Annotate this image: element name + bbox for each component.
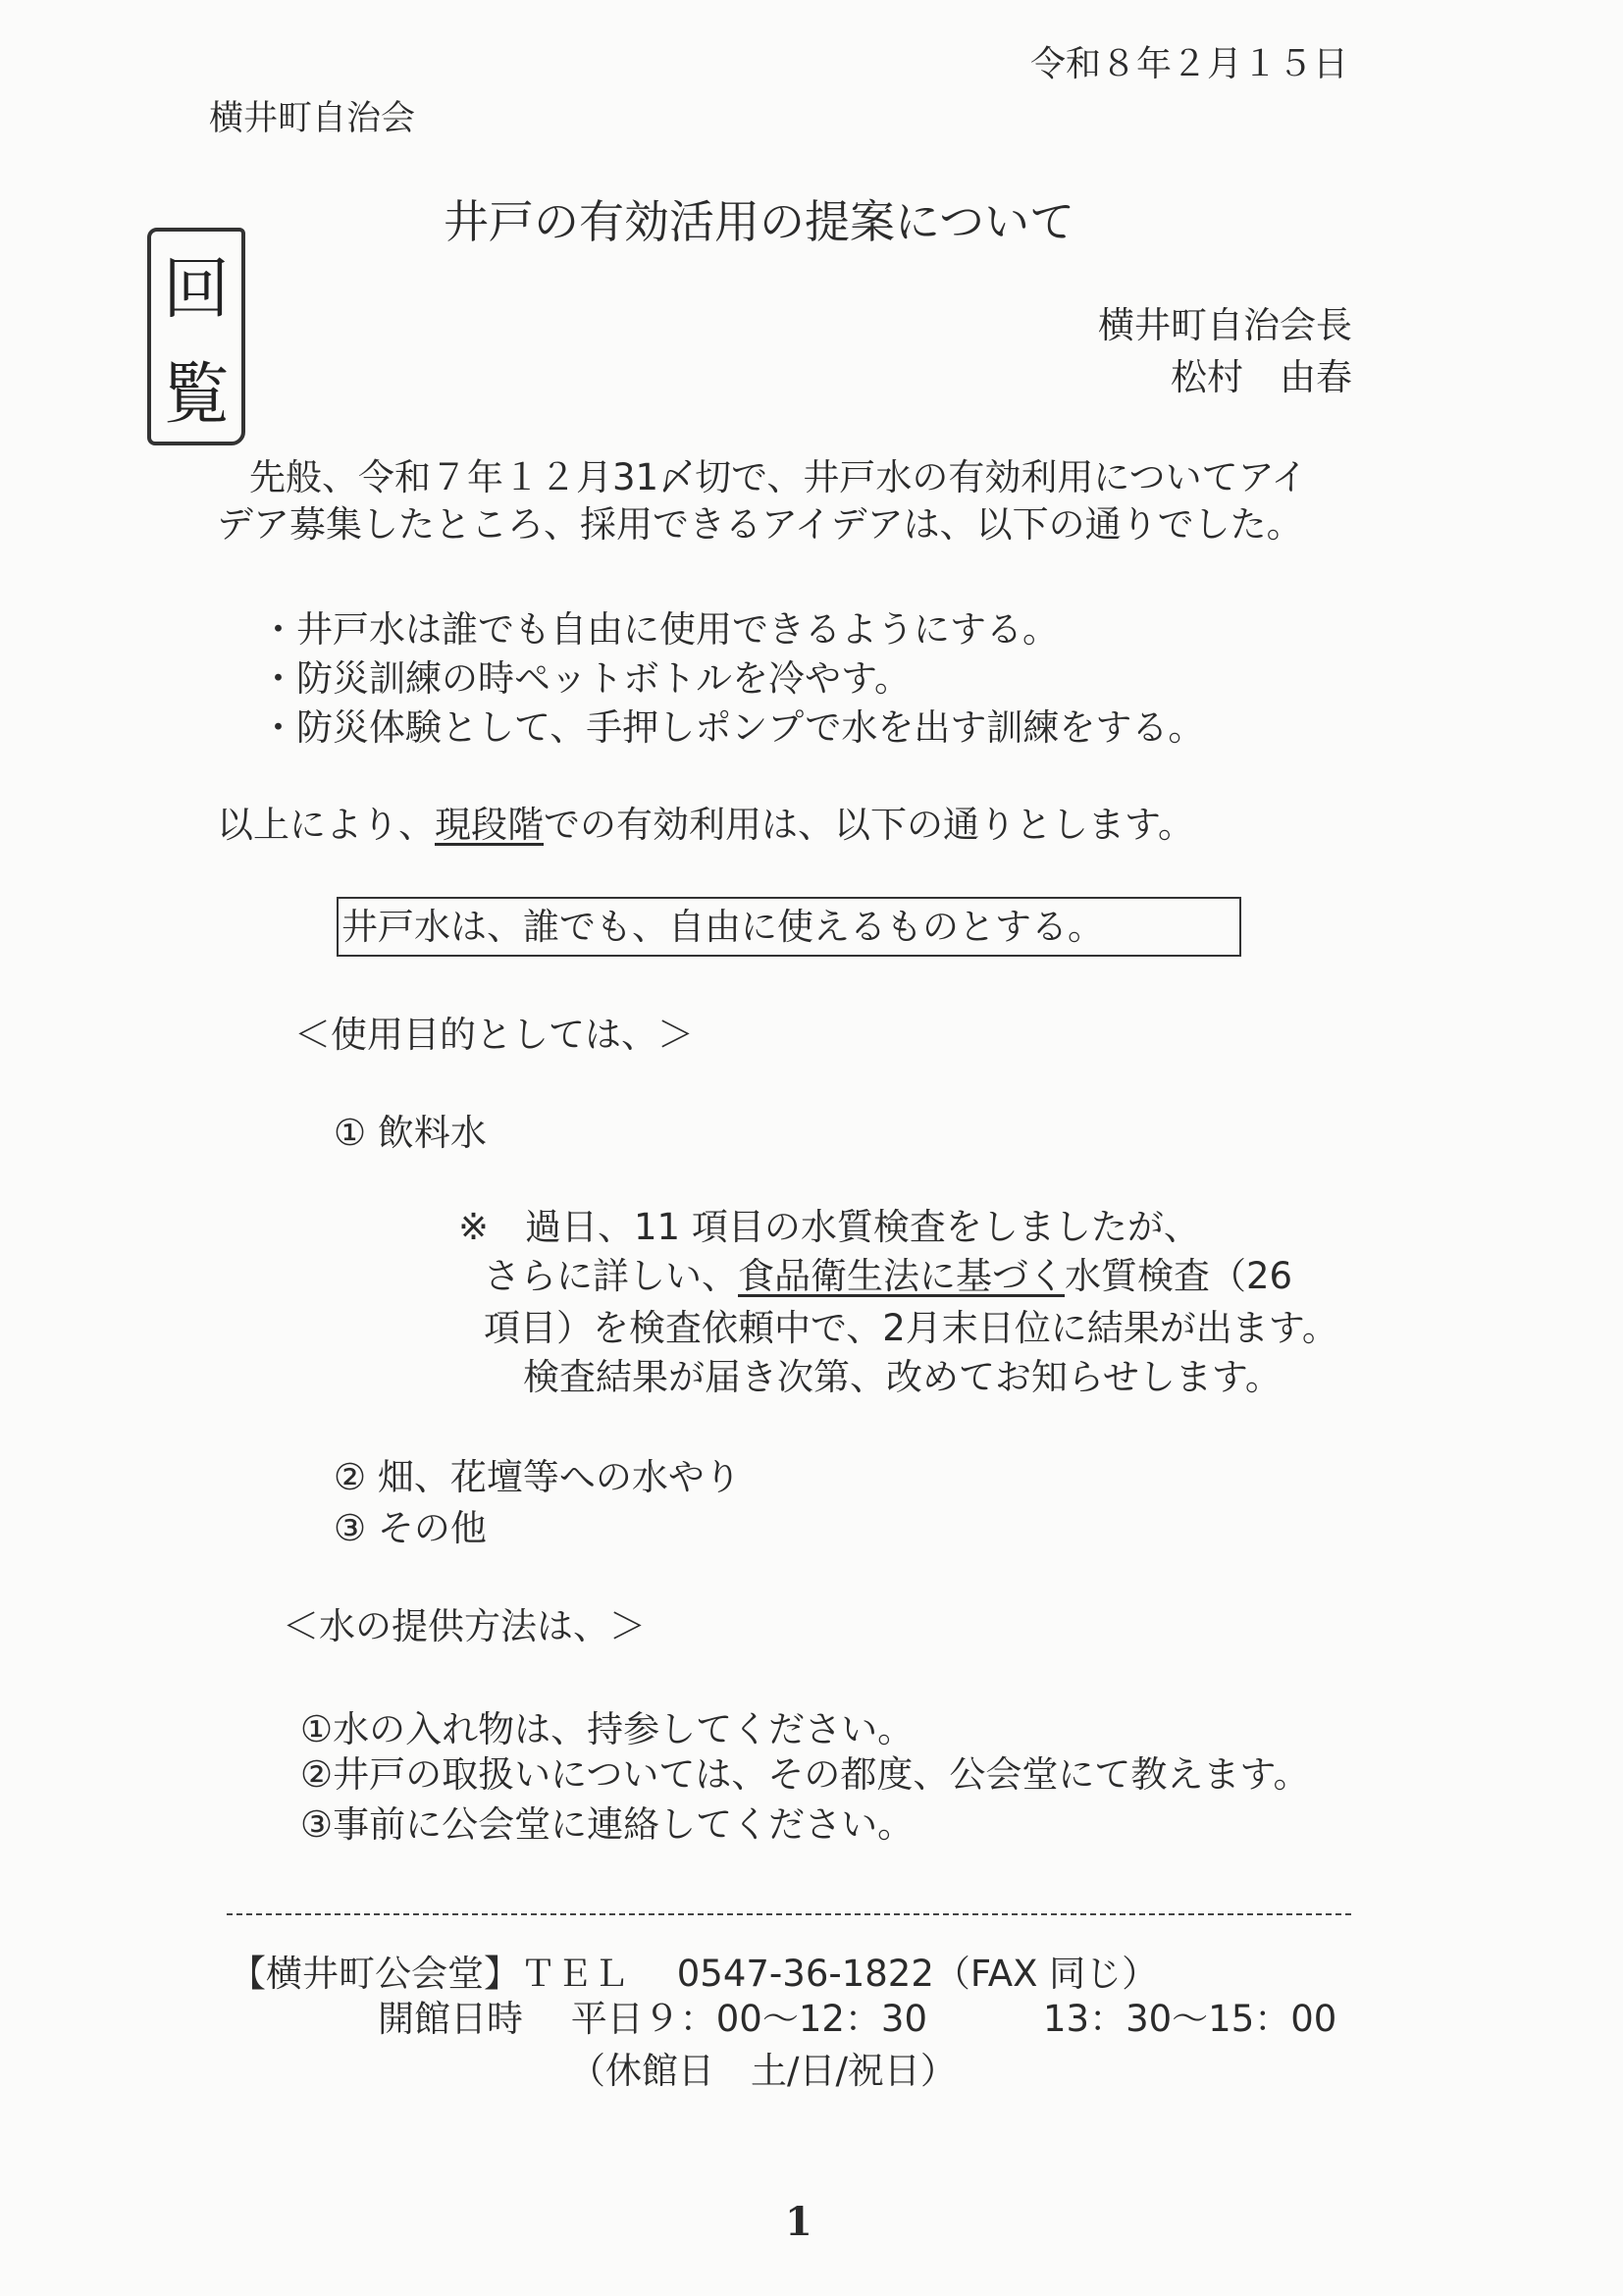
recipient: 横井町自治会 [209,99,416,138]
footer-hours-pm: 13：30～15：00 [1043,1998,1337,2040]
footer-closed-days: （休館日 土/日/祝日） [569,2050,957,2092]
idea-item: ・防災体験として、手押しポンプで水を出す訓練をする。 [260,706,1205,749]
footer-contact: 【横井町公会堂】ＴＥＬ 0547-36-1822（FAX 同じ） [230,1953,1159,1995]
note-emphasis: 食品衛生法に基づく [738,1255,1065,1297]
note-line [484,1255,1293,1297]
conclusion-text: での有効利用は、以下の通りとします。 [544,804,1195,846]
purpose-heading: ＜使用目的としては、＞ [294,1014,694,1056]
note-line: ※ 過日、11 項目の水質検査をしましたが、 [458,1206,1200,1248]
note-line: 検査結果が届き次第、改めてお知らせします。 [523,1356,1282,1398]
purpose-item: ① 飲料水 [334,1112,487,1154]
document-date: 令和８年２月１５日 [1029,44,1348,84]
conclusion-emphasis: 現段階 [435,804,544,846]
stamp-char: 回 [162,251,230,329]
boxed-statement: 井戸水は、誰でも、自由に使えるものとする。 [341,906,1104,948]
intro-line: 先般、令和７年１２月31〆切で、井戸水の有効利用についてアイ [249,456,1308,498]
note-line: 項目）を検査依頼中で、2月末日位に結果が出ます。 [484,1307,1338,1349]
idea-item: ・井戸水は誰でも自由に使用できるようにする。 [260,608,1059,651]
supply-item: ①水の入れ物は、持参してください。 [300,1708,915,1750]
note-text: さらに詳しい、 [484,1255,738,1297]
circulation-stamp [147,228,245,445]
stamp-char: 覧 [162,356,230,434]
page-number: 1 [785,2199,812,2245]
supply-heading: ＜水の提供方法は、＞ [283,1605,646,1647]
dashed-divider [227,1913,1351,1915]
note-text: 水質検査（26 [1065,1255,1293,1297]
purpose-item: ② 畑、花壇等への水やり [334,1456,741,1498]
intro-line: デア募集したところ、採用できるアイデアは、以下の通りでした。 [217,503,1303,546]
footer-hours: 開館日時 平日９：00～12：30 [378,1998,928,2040]
supply-item: ③事前に公会堂に連絡してください。 [300,1803,915,1846]
document-title: 井戸の有効活用の提案について [444,195,1075,248]
supply-item: ②井戸の取扱いについては、その都度、公会堂にて教えます。 [300,1753,1310,1796]
sender-name: 松村 由春 [1171,356,1352,398]
purpose-item: ③ その他 [334,1507,487,1549]
idea-item: ・防災訓練の時ペットボトルを冷やす。 [260,657,912,700]
sender-role: 横井町自治会長 [1098,304,1352,346]
conclusion-text: 以上により、 [217,804,435,846]
conclusion [217,804,1195,846]
